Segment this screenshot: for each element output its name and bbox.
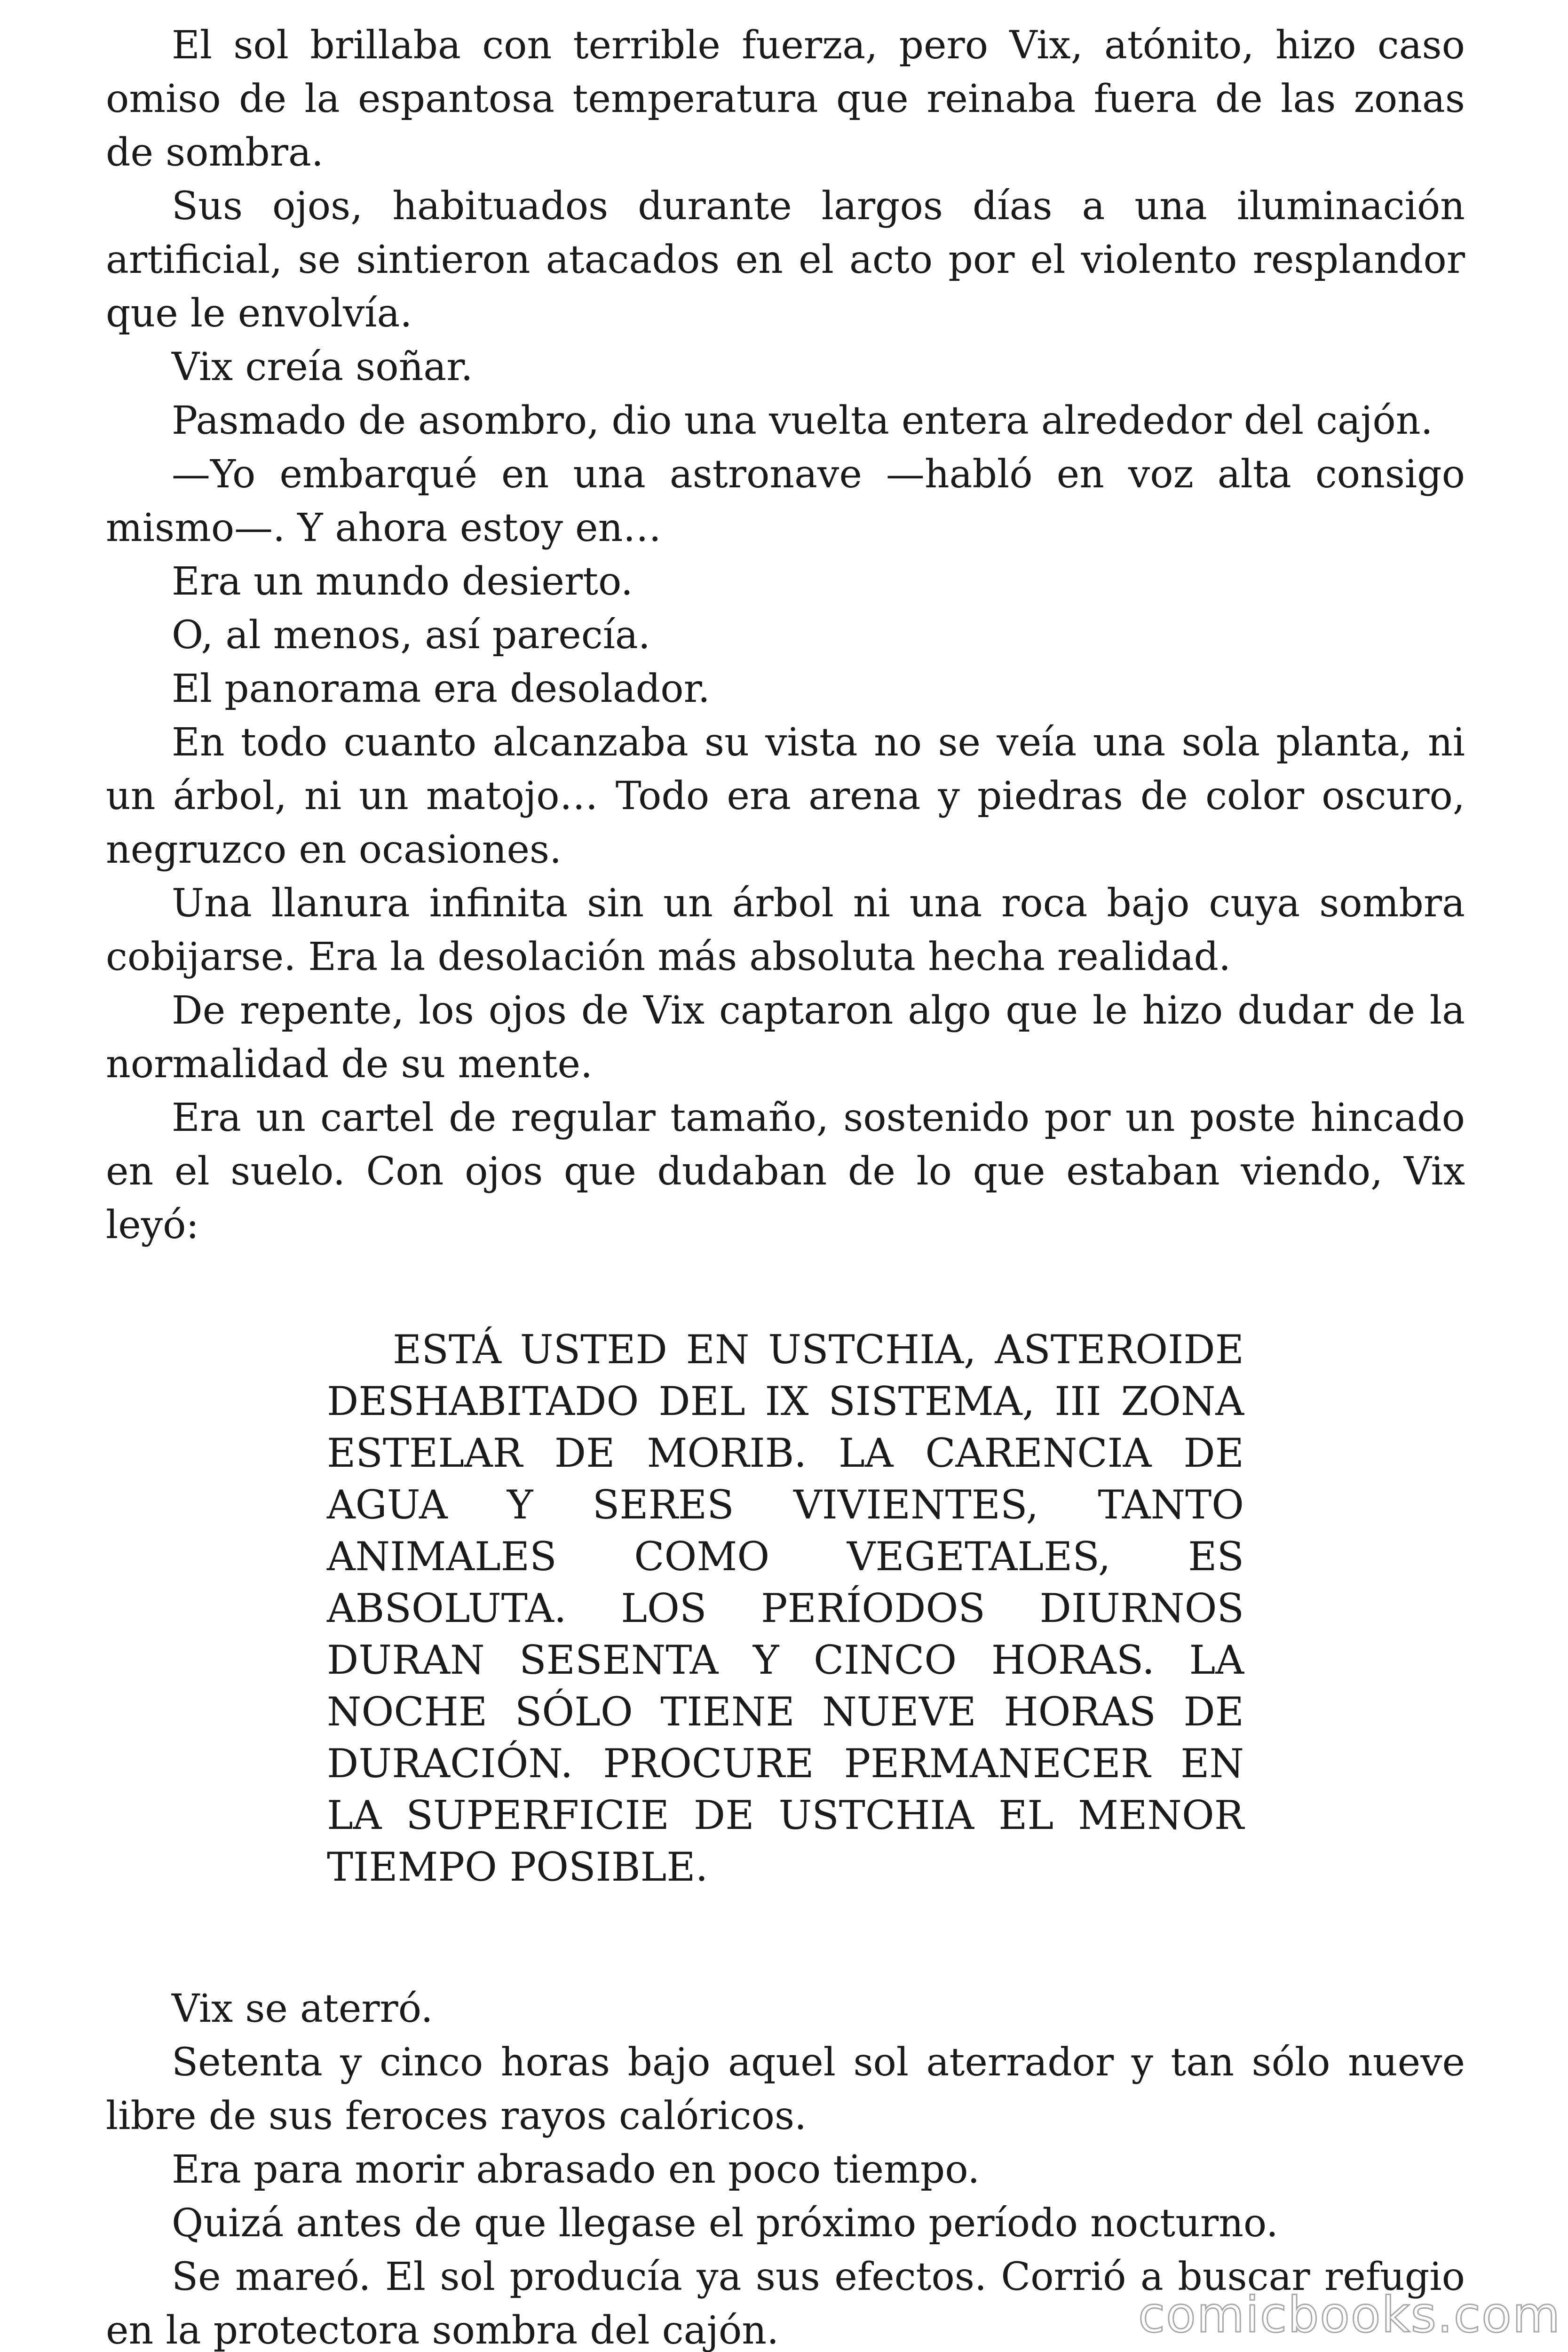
paragraph: Vix se aterró. xyxy=(172,1986,433,2031)
paragraph: —Yo embarqué en una astronave —habló en voz alta consigo mismo—. Y ahora estoy en… xyxy=(106,452,1465,550)
paragraph: Setenta y cinco horas bajo aquel sol aterrador y tan sólo nueve libre de sus feroces rayos calóricos. xyxy=(106,2040,1465,2138)
paragraph: El panorama era desolador. xyxy=(172,667,710,711)
paragraph: O, al menos, así parecía. xyxy=(172,613,650,658)
paragraph: Vix creía soñar. xyxy=(172,345,473,389)
paragraph: Era para morir abrasado en poco tiempo. xyxy=(172,2147,980,2192)
paragraph: Pasmado de asombro, dio una vuelta entera alrededor del cajón. xyxy=(172,398,1433,443)
paragraph: Se mareó. El sol producía ya sus efectos. Corrió a buscar refugio en la protectora sombra del cajón. xyxy=(106,2255,1465,2352)
paragraph: Sus ojos, habituados durante largos días a una iluminación artificial, se sintieron atacados en el acto por el violento resplandor que le envolvía. xyxy=(106,184,1465,336)
watermark: comicbooks.com xyxy=(1138,2286,1561,2344)
paragraph: Era un mundo desierto. xyxy=(172,559,633,604)
paragraph: De repente, los ojos de Vix captaron algo que le hizo dudar de la normalidad de su mente. xyxy=(106,988,1465,1087)
book-page xyxy=(106,19,1465,2352)
sign-notice-text: ESTÁ USTED EN USTCHIA, ASTEROIDE DESHABITADO DEL IX SISTEMA, III ZONA ESTELAR DE MORIB. LA CARENCIA DE AGUA Y SERES VIVIENTES, TANTO ANIMALES COMO VEGETALES, ES ABSOLUTA. LOS PERÍODOS DIURNOS DURAN SESENTA Y CINCO HORAS. LA NOCHE SÓLO TIENE NUEVE HORAS DE DURACIÓN. PROCURE PERMANECER EN LA SUPERFICIE DE USTCHIA EL MENOR TIEMPO POSIBLE. xyxy=(327,1327,1244,1890)
paragraph: Era un cartel de regular tamaño, sostenido por un poste hincado en el suelo. Con ojos que dudaban de lo que estaban viendo, Vix leyó: xyxy=(106,1096,1465,1248)
paragraph: Quizá antes de que llegase el próximo período nocturno. xyxy=(172,2201,1278,2246)
paragraph: El sol brillaba con terrible fuerza, pero Vix, atónito, hizo caso omiso de la espantosa temperatura que reinaba fuera de las zonas de sombra. xyxy=(106,23,1465,175)
paragraph: Una llanura infinita sin un árbol ni una roca bajo cuya sombra cobijarse. Era la desolación más absoluta hecha realidad. xyxy=(106,881,1465,979)
body-text-before xyxy=(106,19,1465,1252)
paragraph: En todo cuanto alcanzaba su vista no se veía una sola planta, ni un árbol, ni un matojo… Todo era arena y piedras de color oscuro, negruzco en ocasiones. xyxy=(106,720,1465,872)
